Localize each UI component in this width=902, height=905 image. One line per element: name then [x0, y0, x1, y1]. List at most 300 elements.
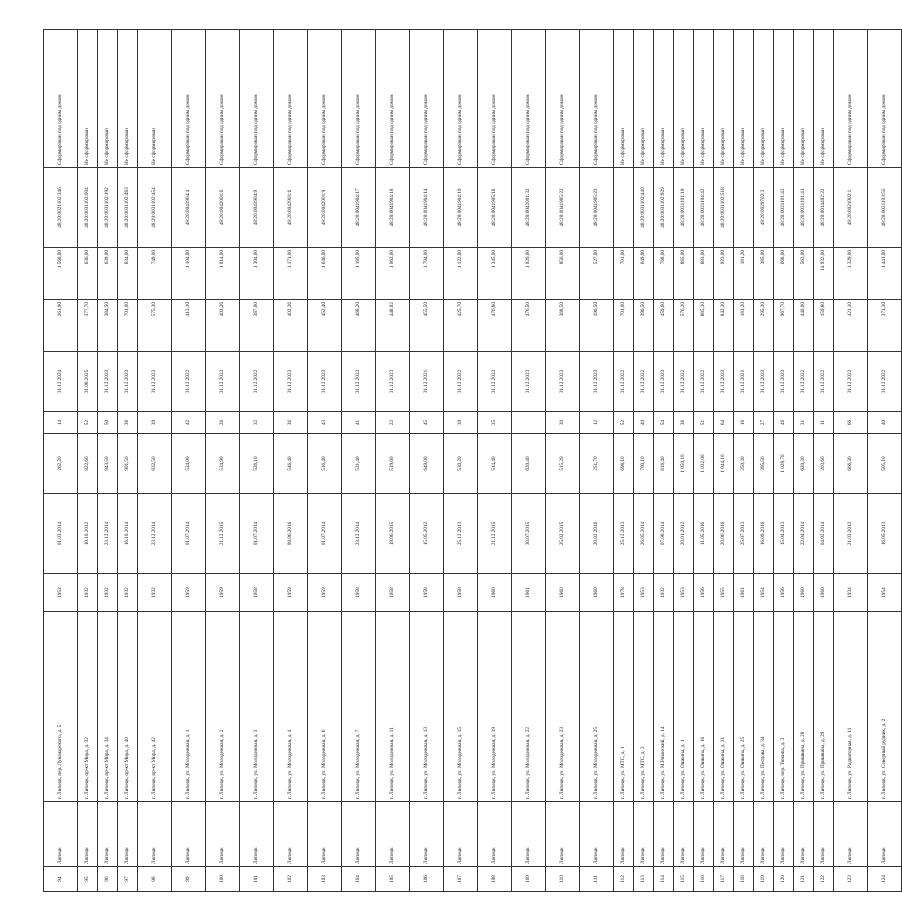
- deadline-cell: 31.12.2023: [754, 352, 774, 412]
- residents-cell: 52: [614, 412, 634, 434]
- land-status-cell: Сформирован под одним домом: [342, 30, 376, 168]
- address-cell: г. Липецк, пр-кт Мира, д. 40: [118, 612, 138, 802]
- recognition-date-cell: 20.01.2012: [674, 494, 694, 574]
- living-area-cell: 440,00: [794, 300, 814, 352]
- land-status-cell: Не сформирован: [754, 30, 774, 168]
- recognition-date-cell: 10.10.2012: [78, 494, 98, 574]
- city-cell: Липецк: [138, 802, 172, 867]
- recognition-date-cell: 15.04.2013: [774, 494, 794, 574]
- area-cell: 251,70: [580, 434, 614, 494]
- row-number: 98: [138, 867, 172, 892]
- build-year-cell: 1932: [654, 574, 674, 612]
- recognition-date-cell: 16.09.2016: [754, 494, 774, 574]
- area-cell: 546,40: [274, 434, 308, 494]
- city-cell: Липецк: [512, 802, 546, 867]
- land-area-cell: 1 122,00: [444, 248, 478, 300]
- recognition-date-cell: 21.12.2015: [206, 494, 240, 574]
- deadline-cell: 31.12.2023: [308, 352, 342, 412]
- deadline-cell: 31.12.2022: [814, 352, 834, 412]
- city-cell: Липецк: [834, 802, 868, 867]
- living-area-cell: 885,30: [694, 300, 714, 352]
- build-year-cell: 1960: [478, 574, 512, 612]
- address-cell: г. Липецк, ул. Молодежная, д. 11: [376, 612, 410, 802]
- city-cell: Липецк: [814, 802, 834, 867]
- land-status-cell: Не сформирован: [654, 30, 674, 168]
- land-status-cell: Сформирован под одним домом: [512, 30, 546, 168]
- recognition-date-cell: 21.12.2015: [478, 494, 512, 574]
- land-status-cell: Не сформирован: [814, 30, 834, 168]
- address-cell: г. Липецк, ул. Молодежная, д. 15: [444, 612, 478, 802]
- land-area-cell: 883,00: [694, 248, 714, 300]
- cadastral-number-cell: 48:20:0042001:9: [308, 168, 342, 248]
- deadline-cell: 31.12.2023: [546, 352, 580, 412]
- living-area-cell: 452,40: [308, 300, 342, 352]
- area-cell: 1 032,00: [694, 434, 714, 494]
- living-area-cell: 377,70: [78, 300, 98, 352]
- living-area-cell: 476,80: [478, 300, 512, 352]
- residents-cell: 66: [834, 412, 868, 434]
- cadastral-number-cell: 48:20:0031101:41: [794, 168, 814, 248]
- cadastral-number-cell: 48:20:0031101:19: [674, 168, 694, 248]
- area-cell: 832,50: [138, 434, 172, 494]
- table-row: [814, 30, 834, 892]
- address-cell: г. Липецк, ул. Радиаторная, д. 11: [834, 612, 868, 802]
- cadastral-number-cell: 48:20:0042001:6: [274, 168, 308, 248]
- residents-cell: 12: [580, 412, 614, 434]
- row-number: 94: [44, 867, 78, 892]
- row-number: 102: [274, 867, 308, 892]
- row-number: 114: [654, 867, 674, 892]
- address-cell: г. Липецк, ул. Пришвина, д. 29: [814, 612, 834, 802]
- area-cell: 822,60: [78, 434, 98, 494]
- deadline-cell: 31.12.2022: [794, 352, 814, 412]
- residents-cell: 64: [714, 412, 734, 434]
- address-cell: г. Липецк, пр-кт Мира, д. 34: [98, 612, 118, 802]
- residents-cell: 14: [44, 412, 78, 434]
- deadline-cell: 31.12.2022: [868, 352, 902, 412]
- living-area-cell: 455,50: [410, 300, 444, 352]
- residents-cell: 30: [546, 412, 580, 434]
- table-row: [634, 30, 654, 892]
- residents-cell: 43: [308, 412, 342, 434]
- deadline-cell: 31.12.2023: [98, 352, 118, 412]
- city-cell: Липецк: [44, 802, 78, 867]
- residents-cell: 41: [342, 412, 376, 434]
- deadline-cell: 31.12.2022: [834, 352, 868, 412]
- row-number: 110: [546, 867, 580, 892]
- living-area-cell: 425,70: [444, 300, 478, 352]
- cadastral-number-cell: 48:20:0021102:346: [44, 168, 78, 248]
- residents-cell: 16: [734, 412, 754, 434]
- table-row: [674, 30, 694, 892]
- table-row: [794, 30, 814, 892]
- area-cell: 1 028,70: [774, 434, 794, 494]
- area-cell: 698,10: [614, 434, 634, 494]
- build-year-cell: 1958: [410, 574, 444, 612]
- row-number: 111: [580, 867, 614, 892]
- area-cell: 262,20: [44, 434, 78, 494]
- city-cell: Липецк: [308, 802, 342, 867]
- living-area-cell: 701,00: [614, 300, 634, 352]
- area-cell: 515,20: [546, 434, 580, 494]
- address-cell: г. Липецк, ул. Молодежная, д. 22: [512, 612, 546, 802]
- deadline-cell: 31.12.2023: [342, 352, 376, 412]
- row-number: 119: [754, 867, 774, 892]
- land-area-cell: 636,00: [78, 248, 98, 300]
- city-cell: Липецк: [376, 802, 410, 867]
- build-year-cell: 1959: [274, 574, 308, 612]
- deadline-cell: 31.12.2021: [410, 352, 444, 412]
- living-area-cell: 159,80: [814, 300, 834, 352]
- city-cell: Липецк: [794, 802, 814, 867]
- row-number: 108: [478, 867, 512, 892]
- cadastral-number-cell: 48:20:0031102:440: [634, 168, 654, 248]
- land-area-cell: 1 062,00: [376, 248, 410, 300]
- address-cell: г. Липецк, ул. Ошкина, д. 1: [674, 612, 694, 802]
- table-row: [774, 30, 794, 892]
- row-number: 101: [240, 867, 274, 892]
- recognition-date-cell: 15.05.2012: [410, 494, 444, 574]
- cadastral-number-cell: 48:20:0014402:22: [814, 168, 834, 248]
- cadastral-number-cell: 48:20:0021103:55: [868, 168, 902, 248]
- land-area-cell: 639,00: [98, 248, 118, 300]
- area-cell: 521,40: [342, 434, 376, 494]
- land-area-cell: 885,00: [674, 248, 694, 300]
- build-year-cell: 1958: [240, 574, 274, 612]
- living-area-cell: 468,20: [342, 300, 376, 352]
- land-area-cell: 1 104,00: [172, 248, 206, 300]
- address-cell: г. Липецк, ул. Молодежная, д. 4: [274, 612, 308, 802]
- table-row: [546, 30, 580, 892]
- land-area-cell: 385,00: [754, 248, 774, 300]
- area-cell: 514,40: [478, 434, 512, 494]
- cadastral-number-cell: 48:20:0041904:17: [342, 168, 376, 248]
- build-year-cell: 1960: [814, 574, 834, 612]
- deadline-cell: 31.12.2023: [206, 352, 240, 412]
- living-area-cell: 575,30: [138, 300, 172, 352]
- row-number: 106: [410, 867, 444, 892]
- deadline-cell: 31.12.2022: [694, 352, 714, 412]
- deadline-cell: 31.12.2023: [376, 352, 410, 412]
- land-status-cell: Не сформирован: [674, 30, 694, 168]
- residents-cell: 38: [674, 412, 694, 434]
- build-year-cell: 1932: [78, 574, 98, 612]
- living-area-cell: 295,30: [754, 300, 774, 352]
- area-cell: 620,30: [794, 434, 814, 494]
- recognition-date-cell: 04.02.2014: [814, 494, 834, 574]
- row-number: 96: [98, 867, 118, 892]
- area-cell: 250,30: [734, 434, 754, 494]
- deadline-cell: 31.12.2023: [580, 352, 614, 412]
- table-row: [410, 30, 444, 892]
- residents-cell: [512, 412, 546, 434]
- deadline-cell: 31.12.2022: [674, 352, 694, 412]
- land-status-cell: Сформирован под одним домом: [868, 30, 902, 168]
- residents-cell: 39: [444, 412, 478, 434]
- land-area-cell: 856,00: [546, 248, 580, 300]
- cadastral-number-cell: 48:20:0041904:19: [444, 168, 478, 248]
- residents-cell: 22: [376, 412, 410, 434]
- land-area-cell: 749,00: [138, 248, 172, 300]
- cadastral-number-cell: 48:20:0029702:3: [754, 168, 774, 248]
- land-area-cell: 1 345,00: [478, 248, 512, 300]
- build-year-cell: 1959: [172, 574, 206, 612]
- cadastral-number-cell: [614, 168, 634, 248]
- row-number: 117: [714, 867, 734, 892]
- land-area-cell: 834,00: [118, 248, 138, 300]
- city-cell: Липецк: [546, 802, 580, 867]
- cadastral-number-cell: [734, 168, 754, 248]
- deadline-cell: 31.12.2023: [714, 352, 734, 412]
- build-year-cell: 1953: [634, 574, 654, 612]
- living-area-cell: 413,10: [172, 300, 206, 352]
- living-area-cell: 261,90: [44, 300, 78, 352]
- residents-cell: 35: [478, 412, 512, 434]
- land-status-cell: Сформирован под одним домом: [478, 30, 512, 168]
- cadastral-number-cell: 48:20:0031102:929: [654, 168, 674, 248]
- row-number: 124: [868, 867, 902, 892]
- city-cell: Липецк: [118, 802, 138, 867]
- deadline-cell: 31.12.2023: [512, 352, 546, 412]
- recognition-date-cell: 26.05.2014: [634, 494, 654, 574]
- row-number: 121: [794, 867, 814, 892]
- area-cell: 526,10: [240, 434, 274, 494]
- build-year-cell: 1932: [98, 574, 118, 612]
- residents-cell: 50: [98, 412, 118, 434]
- recognition-date-cell: 16.10.2014: [118, 494, 138, 574]
- row-number: 120: [774, 867, 794, 892]
- residents-cell: 39: [138, 412, 172, 434]
- cadastral-number-cell: 48:20:0031102:454: [138, 168, 172, 248]
- city-cell: Липецк: [674, 802, 694, 867]
- address-cell: г. Липецк, ул. Молодежная, д. 1: [172, 612, 206, 802]
- deadline-cell: 31.08.2025: [78, 352, 98, 412]
- city-cell: Липецк: [206, 802, 240, 867]
- cadastral-number-cell: 48:20:0041905:23: [580, 168, 614, 248]
- address-cell: г. Липецк, ул. Ошкина, д. 21: [714, 612, 734, 802]
- land-status-cell: Не сформирован: [694, 30, 714, 168]
- land-area-cell: 14 932,00: [814, 248, 834, 300]
- deadline-cell: 31.12.2023: [138, 352, 172, 412]
- table-row: [694, 30, 714, 892]
- cadastral-number-cell: 48:20:0031102:518: [714, 168, 734, 248]
- address-cell: г. Липецк, ул. Молодежная, д. 6: [308, 612, 342, 802]
- area-cell: 203,60: [814, 434, 834, 494]
- deadline-cell: 31.12.2021: [734, 352, 754, 412]
- build-year-cell: 1961: [512, 574, 546, 612]
- land-status-cell: Сформирован под одним домом: [376, 30, 410, 168]
- table-row: [580, 30, 614, 892]
- living-area-cell: 576,20: [674, 300, 694, 352]
- city-cell: Липецк: [774, 802, 794, 867]
- area-cell: 395,50: [754, 434, 774, 494]
- build-year-cell: 1960: [580, 574, 614, 612]
- land-status-cell: Сформирован под одним домом: [580, 30, 614, 168]
- land-status-cell: Не сформирован: [138, 30, 172, 168]
- cadastral-number-cell: 48:20:0031102:004: [78, 168, 98, 248]
- address-cell: г. Липецк, ул. Северный рудник, д. 2: [868, 612, 902, 802]
- row-number: 113: [634, 867, 654, 892]
- area-cell: 505,10: [868, 434, 902, 494]
- address-cell: г. Липецк, ул. МТС, д. 1: [614, 612, 634, 802]
- land-status-cell: Сформирован под одним домом: [274, 30, 308, 168]
- city-cell: Липецк: [654, 802, 674, 867]
- address-cell: г. Липецк, пр-кт Мира, д. 32: [78, 612, 98, 802]
- address-cell: г. Липецк, ул. Ошкина, д. 25: [734, 612, 754, 802]
- living-area-cell: 459,60: [654, 300, 674, 352]
- build-year-cell: 1932: [138, 574, 172, 612]
- row-number: 95: [78, 867, 98, 892]
- living-area-cell: 448,92: [376, 300, 410, 352]
- deadline-cell: 31.12.2023: [774, 352, 794, 412]
- land-area-cell: 181,20: [734, 248, 754, 300]
- row-number: 122: [814, 867, 834, 892]
- table-row: [376, 30, 410, 892]
- residents-cell: 54: [654, 412, 674, 434]
- city-cell: Липецк: [634, 802, 654, 867]
- address-cell: г. Липецк, ул. МТС, д. 2: [634, 612, 654, 802]
- city-cell: Липецк: [580, 802, 614, 867]
- build-year-cell: 1934: [834, 574, 868, 612]
- address-cell: г. Липецк, ул. Молодежная, д. 3: [240, 612, 274, 802]
- cadastral-number-cell: 48:20:0041904:14: [410, 168, 444, 248]
- city-cell: Липецк: [754, 802, 774, 867]
- land-status-cell: Сформирован под одним домом: [240, 30, 274, 168]
- residents-cell: 27: [754, 412, 774, 434]
- area-cell: 816,40: [654, 434, 674, 494]
- address-cell: г. Липецк, ул. Молодежная, д. 23: [546, 612, 580, 802]
- living-area-cell: 387,00: [240, 300, 274, 352]
- land-area-cell: 701,00: [614, 248, 634, 300]
- residents-cell: 31: [794, 412, 814, 434]
- land-area-cell: 923,00: [714, 248, 734, 300]
- land-status-cell: Не сформирован: [614, 30, 634, 168]
- table-row: [714, 30, 734, 892]
- land-area-cell: 649,90: [634, 248, 654, 300]
- area-cell: 516,40: [308, 434, 342, 494]
- residents-cell: 26: [206, 412, 240, 434]
- recognition-date-cell: 25.02.2015: [546, 494, 580, 574]
- living-area-cell: 421,10: [834, 300, 868, 352]
- table-row: [98, 30, 118, 892]
- area-cell: 649,00: [410, 434, 444, 494]
- living-area-cell: 181,20: [734, 300, 754, 352]
- residents-cell: 51: [694, 412, 714, 434]
- table-row: [834, 30, 868, 892]
- address-cell: г. Липецк, ул. Молодежная, д. 13: [410, 612, 444, 802]
- city-cell: Липецк: [694, 802, 714, 867]
- recognition-date-cell: 09.06.2016: [274, 494, 308, 574]
- land-status-cell: Не сформирован: [734, 30, 754, 168]
- land-status-cell: Не сформирован: [794, 30, 814, 168]
- city-cell: Липецк: [868, 802, 902, 867]
- land-area-cell: 1 171,00: [274, 248, 308, 300]
- cadastral-number-cell: 48:20:0041904:4: [172, 168, 206, 248]
- residents-cell: 46: [774, 412, 794, 434]
- table-row: [478, 30, 512, 892]
- table-row: [78, 30, 98, 892]
- area-cell: 666,30: [834, 434, 868, 494]
- deadline-cell: 31.12.2022: [172, 352, 206, 412]
- living-area-cell: 384,50: [98, 300, 118, 352]
- recognition-date-cell: 07.08.2014: [654, 494, 674, 574]
- row-number: 112: [614, 867, 634, 892]
- city-cell: Липецк: [78, 802, 98, 867]
- city-cell: Липецк: [274, 802, 308, 867]
- deadline-cell: 31.12.2023: [274, 352, 308, 412]
- recognition-date-cell: 25.07.2013: [734, 494, 754, 574]
- cadastral-number-cell: 48:20:0031102:483: [118, 168, 138, 248]
- land-status-cell: Сформирован под одним домом: [834, 30, 868, 168]
- land-status-cell: Сформирован под одним домом: [410, 30, 444, 168]
- build-year-cell: 1932: [118, 574, 138, 612]
- deadline-cell: 31.12.2022: [614, 352, 634, 412]
- row-number: 116: [694, 867, 714, 892]
- address-cell: г. Липецк, ул. Молодежная, д. 19: [478, 612, 512, 802]
- living-area-cell: 701,00: [118, 300, 138, 352]
- cadastral-number-cell: 48:20:0041904:9: [240, 168, 274, 248]
- land-area-cell: 1 020,00: [512, 248, 546, 300]
- residents-cell: 36: [274, 412, 308, 434]
- build-year-cell: 1958: [444, 574, 478, 612]
- row-number: 97: [118, 867, 138, 892]
- land-area-cell: 668,00: [774, 248, 794, 300]
- recognition-date-cell: 22.04.2014: [794, 494, 814, 574]
- land-area-cell: 1 329,00: [834, 248, 868, 300]
- living-area-cell: 196,50: [580, 300, 614, 352]
- deadline-cell: 31.12.2024: [44, 352, 78, 412]
- build-year-cell: 1961: [734, 574, 754, 612]
- table-row: [614, 30, 634, 892]
- row-number: 103: [308, 867, 342, 892]
- build-year-cell: 1956: [774, 574, 794, 612]
- address-cell: г. Липецк, ул. Молодежная, д. 7: [342, 612, 376, 802]
- build-year-cell: 1953: [674, 574, 694, 612]
- area-cell: 843,50: [98, 434, 118, 494]
- land-area-cell: 563,00: [794, 248, 814, 300]
- table-row: [868, 30, 902, 892]
- residents-cell: 45: [410, 412, 444, 434]
- land-status-cell: Не сформирован: [634, 30, 654, 168]
- address-cell: г. Липецк, ул. Пришвина, д. 28: [794, 612, 814, 802]
- residents-cell: 40: [634, 412, 654, 434]
- land-status-cell: Сформирован под одним домом: [308, 30, 342, 168]
- table-row: [444, 30, 478, 892]
- city-cell: Липецк: [342, 802, 376, 867]
- row-number: 104: [342, 867, 376, 892]
- address-cell: г. Липецк, ул. Молодежная, д. 25: [580, 612, 614, 802]
- table-row: [274, 30, 308, 892]
- living-area-cell: 403,26: [206, 300, 240, 352]
- recognition-date-cell: 23.12.2014: [138, 494, 172, 574]
- build-year-cell: 1958: [376, 574, 410, 612]
- land-status-cell: Не сформирован: [78, 30, 98, 168]
- land-status-cell: Сформирован под одним домом: [44, 30, 78, 168]
- row-number: 107: [444, 867, 478, 892]
- residents-cell: 42: [172, 412, 206, 434]
- recognition-date-cell: 21.03.2013: [834, 494, 868, 574]
- city-cell: Липецк: [98, 802, 118, 867]
- city-cell: Липецк: [734, 802, 754, 867]
- land-area-cell: 1 794,00: [410, 248, 444, 300]
- land-area-cell: 1 646,00: [308, 248, 342, 300]
- area-cell: 1 044,10: [714, 434, 734, 494]
- area-cell: 534,00: [172, 434, 206, 494]
- table-row: [172, 30, 206, 892]
- row-number: 109: [512, 867, 546, 892]
- build-year-cell: 1959: [308, 574, 342, 612]
- table-row: [308, 30, 342, 892]
